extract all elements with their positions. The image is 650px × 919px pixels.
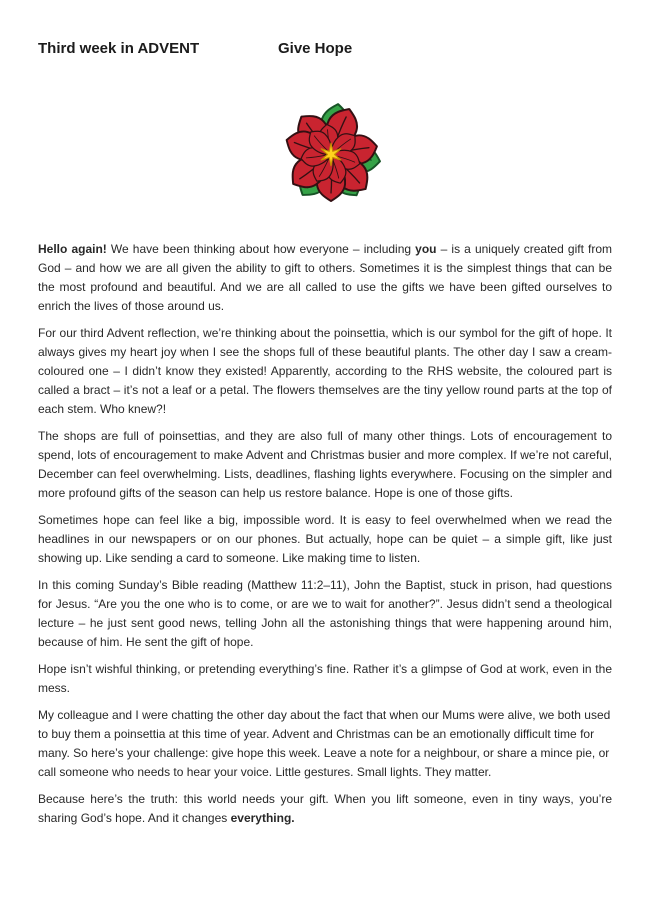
text-run: We have been thinking about how everyone – including (106, 242, 416, 256)
text-run: For our third Advent reflection, we’re thinking about the poinsettia, which is our symbol for the gift of hope. It always gives my heart joy when I see the shops full of these beautiful plants. The other day I saw a cream-coloured one – I didn’t know they existed! Apparently, according to the RHS website, the coloured part is called a bract – it’s not a leaf or a petal. The flowers themselves are the tiny yellow round parts at the top of each stem. Who knew?! (38, 326, 612, 416)
paragraph (38, 576, 612, 652)
text-run: Hope isn’t wishful thinking, or pretending everything’s fine. Rather it’s a glimpse of God at work, even in the mess. (38, 662, 612, 695)
paragraph (38, 511, 612, 568)
bold-text-run: you (415, 242, 437, 256)
poinsettia-icon (260, 86, 402, 220)
paragraph (38, 427, 612, 503)
paragraph (38, 240, 612, 316)
text-run: My colleague and I were chatting the other day about the fact that when our Mums were alive, we both used to buy them a poinsettia at this time of year. Advent and Christmas can be an emotionally difficult time for many. So here’s your challenge: give hope this week. Leave a note for a neighbour, or share a mince pie, or call someone who needs to hear your voice. Little gestures. Small lights. They matter. (38, 708, 611, 779)
text-run: – is a uniquely created gift from God – and how we are all given the ability to gift to others. Sometimes it is the simplest things that can be the most profound and beautiful. And we are all called to use the gifts we have been gifted ourselves to enrich the lives of those around us. (38, 242, 613, 313)
paragraph (38, 706, 612, 782)
document-body (38, 240, 612, 836)
paragraph (38, 324, 612, 419)
bold-text-run: everything. (230, 811, 295, 825)
page-subtitle: Give Hope (278, 40, 353, 57)
poinsettia-image (260, 86, 402, 220)
text-run: In this coming Sunday’s Bible reading (Matthew 11:2–11), John the Baptist, stuck in prison, had questions for Jesus. “Are you the one who is to come, or are we to wait for another?”. Jesus didn’t send a theological lecture – he just sent good news, telling John all the astonishing things that were happening around him, because of him. He sent the gift of hope. (38, 578, 612, 649)
document-header (38, 40, 612, 62)
paragraph (38, 660, 612, 698)
text-run: Because here’s the truth: this world needs your gift. When you lift someone, even in tiny ways, you’re sharing God’s hope. And it changes (38, 792, 612, 825)
bold-text-run: Hello again! (38, 242, 107, 256)
page-title: Third week in ADVENT (38, 40, 200, 57)
paragraph (38, 790, 612, 828)
text-run: Sometimes hope can feel like a big, impossible word. It is easy to feel overwhelmed when we read the headlines in our newspapers or on our phones. But actually, hope can be quiet – a simple gift, like just showing up. Like sending a card to someone. Like making time to listen. (38, 513, 612, 565)
text-run: The shops are full of poinsettias, and they are also full of many other things. Lots of encouragement to spend, lots of encouragement to make Advent and Christmas busier and more complex. If we’re not careful, December can feel overwhelming. Lists, deadlines, flashing lights everywhere. Focusing on the simpler and more profound gifts of the season can help us restore balance. Hope is one of those gifts. (38, 429, 612, 500)
